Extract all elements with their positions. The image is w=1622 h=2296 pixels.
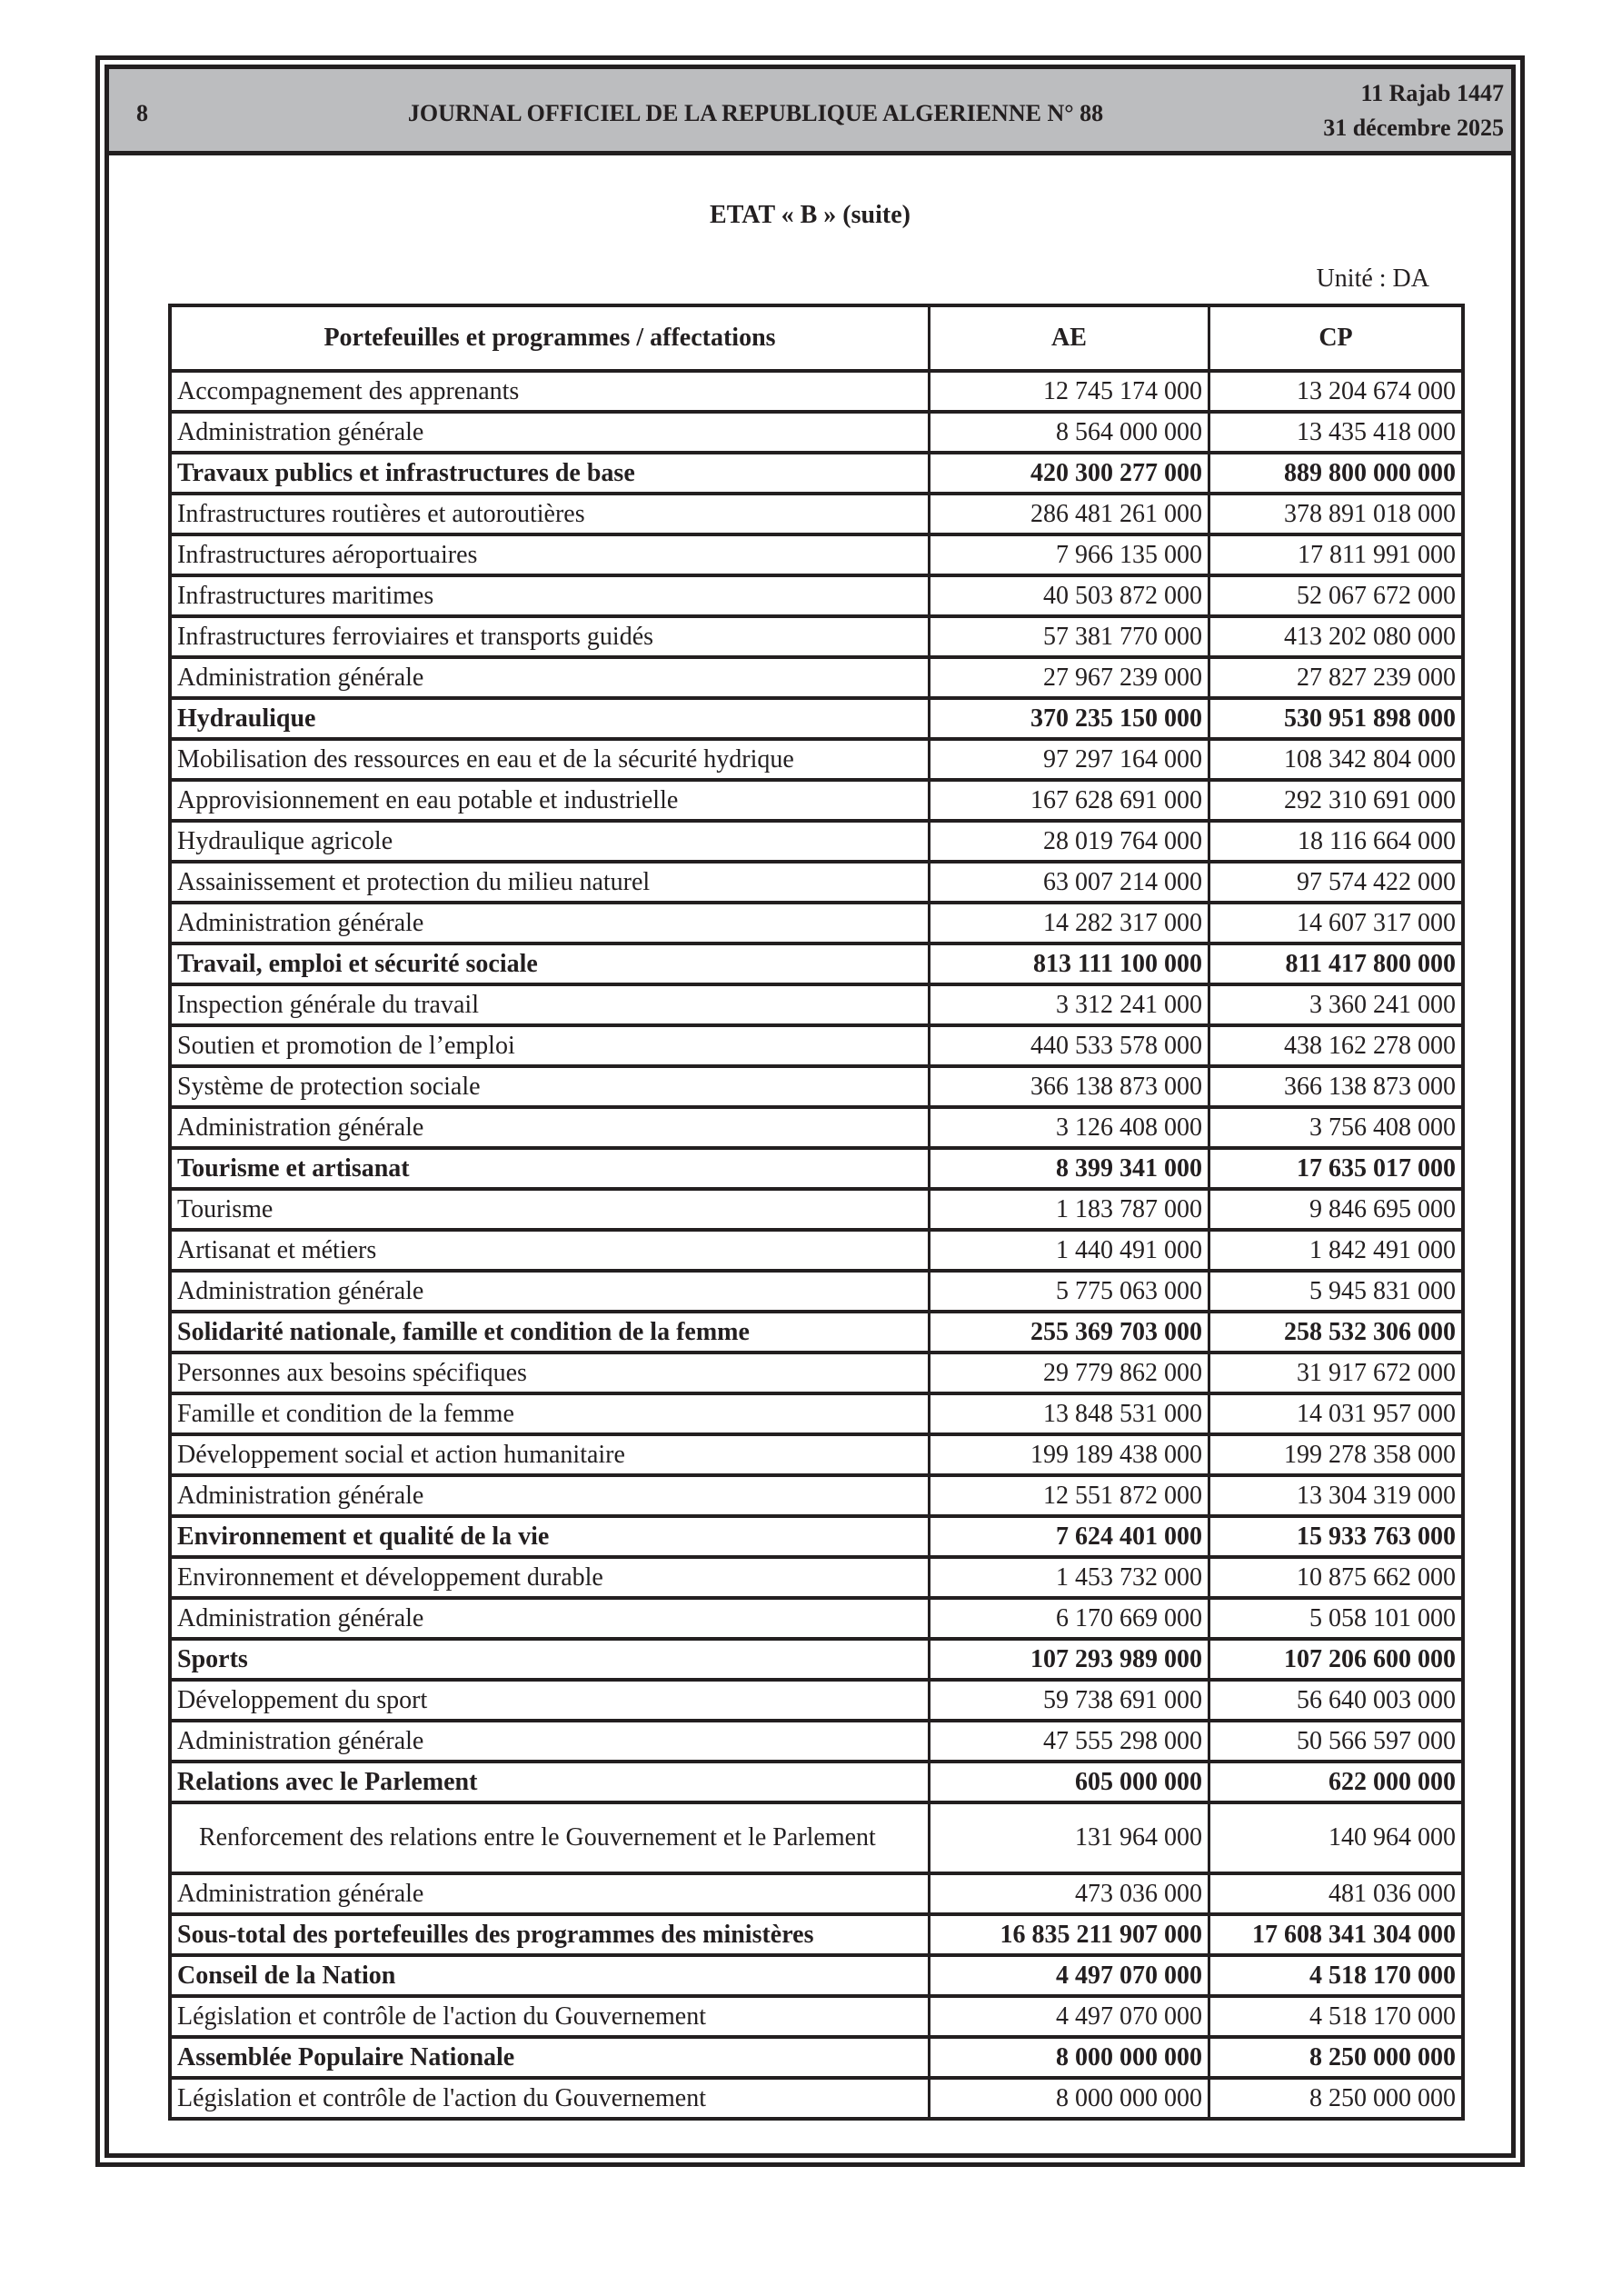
program-row — [170, 1598, 1463, 1639]
portfolio-row — [170, 698, 1463, 739]
row-label: Artisanat et métiers — [170, 1230, 930, 1271]
row-ae-value: 8 000 000 000 — [930, 2037, 1209, 2078]
row-label: Hydraulique — [170, 698, 930, 739]
row-ae-value: 3 126 408 000 — [930, 1107, 1209, 1148]
row-label: Administration générale — [170, 1873, 930, 1914]
row-label: Solidarité nationale, famille et condition de la femme — [170, 1312, 930, 1353]
row-label: Administration générale — [170, 1721, 930, 1762]
program-row — [170, 821, 1463, 862]
row-ae-value: 440 533 578 000 — [930, 1025, 1209, 1066]
program-row — [170, 1107, 1463, 1148]
row-ae-value: 7 624 401 000 — [930, 1516, 1209, 1557]
program-row — [170, 1271, 1463, 1312]
row-label: Infrastructures maritimes — [170, 575, 930, 616]
row-ae-value: 605 000 000 — [930, 1762, 1209, 1802]
row-label: Assainissement et protection du milieu naturel — [170, 862, 930, 903]
row-ae-value: 47 555 298 000 — [930, 1721, 1209, 1762]
program-row — [170, 1996, 1463, 2037]
row-ae-value: 199 189 438 000 — [930, 1434, 1209, 1475]
row-label: Infrastructures aéroportuaires — [170, 534, 930, 575]
row-ae-value: 59 738 691 000 — [930, 1680, 1209, 1721]
row-cp-value: 27 827 239 000 — [1209, 657, 1463, 698]
portfolio-row — [170, 1516, 1463, 1557]
row-label: Administration générale — [170, 1475, 930, 1516]
row-cp-value: 378 891 018 000 — [1209, 494, 1463, 534]
row-label: Sports — [170, 1639, 930, 1680]
program-row — [170, 1393, 1463, 1434]
program-row — [170, 903, 1463, 943]
program-row — [170, 984, 1463, 1025]
row-label: Approvisionnement en eau potable et industrielle — [170, 780, 930, 821]
row-ae-value: 473 036 000 — [930, 1873, 1209, 1914]
row-cp-value: 13 204 674 000 — [1209, 371, 1463, 412]
row-label: Famille et condition de la femme — [170, 1393, 930, 1434]
row-cp-value: 4 518 170 000 — [1209, 1955, 1463, 1996]
row-ae-value: 6 170 669 000 — [930, 1598, 1209, 1639]
row-cp-value: 622 000 000 — [1209, 1762, 1463, 1802]
row-cp-value: 366 138 873 000 — [1209, 1066, 1463, 1107]
program-row — [170, 1557, 1463, 1598]
row-cp-value: 17 608 341 304 000 — [1209, 1914, 1463, 1955]
row-label: Travaux publics et infrastructures de base — [170, 453, 930, 494]
row-ae-value: 8 564 000 000 — [930, 412, 1209, 453]
row-ae-value: 63 007 214 000 — [930, 862, 1209, 903]
column-header-ae: AE — [930, 305, 1209, 371]
row-ae-value: 29 779 862 000 — [930, 1353, 1209, 1393]
budget-table — [168, 304, 1465, 2121]
row-label: Hydraulique agricole — [170, 821, 930, 862]
row-cp-value: 4 518 170 000 — [1209, 1996, 1463, 2037]
row-ae-value: 420 300 277 000 — [930, 453, 1209, 494]
program-row — [170, 1802, 1463, 1873]
row-cp-value: 258 532 306 000 — [1209, 1312, 1463, 1353]
row-ae-value: 12 745 174 000 — [930, 371, 1209, 412]
page-inner-frame — [104, 65, 1516, 2158]
row-cp-value: 530 951 898 000 — [1209, 698, 1463, 739]
row-label: Relations avec le Parlement — [170, 1762, 930, 1802]
row-label: Assemblée Populaire Nationale — [170, 2037, 930, 2078]
row-cp-value: 292 310 691 000 — [1209, 780, 1463, 821]
row-cp-value: 3 756 408 000 — [1209, 1107, 1463, 1148]
journal-header — [109, 69, 1511, 155]
program-row — [170, 1025, 1463, 1066]
program-row — [170, 657, 1463, 698]
row-ae-value: 12 551 872 000 — [930, 1475, 1209, 1516]
program-row — [170, 1230, 1463, 1271]
program-row — [170, 1353, 1463, 1393]
portfolio-row — [170, 943, 1463, 984]
row-ae-value: 40 503 872 000 — [930, 575, 1209, 616]
row-cp-value: 108 342 804 000 — [1209, 739, 1463, 780]
program-row — [170, 494, 1463, 534]
row-label: Infrastructures ferroviaires et transports guidés — [170, 616, 930, 657]
row-ae-value: 3 312 241 000 — [930, 984, 1209, 1025]
row-label: Administration générale — [170, 903, 930, 943]
row-label: Législation et contrôle de l'action du Gouvernement — [170, 2078, 930, 2119]
row-ae-value: 255 369 703 000 — [930, 1312, 1209, 1353]
row-label: Sous-total des portefeuilles des programmes des ministères — [170, 1914, 930, 1955]
row-ae-value: 1 453 732 000 — [930, 1557, 1209, 1598]
row-cp-value: 1 842 491 000 — [1209, 1230, 1463, 1271]
row-label: Conseil de la Nation — [170, 1955, 930, 1996]
row-ae-value: 1 183 787 000 — [930, 1189, 1209, 1230]
table-header-row — [170, 305, 1463, 371]
row-label: Accompagnement des apprenants — [170, 371, 930, 412]
row-ae-value: 7 966 135 000 — [930, 534, 1209, 575]
table-body — [170, 371, 1463, 2119]
row-cp-value: 481 036 000 — [1209, 1873, 1463, 1914]
row-cp-value: 811 417 800 000 — [1209, 943, 1463, 984]
row-label: Environnement et qualité de la vie — [170, 1516, 930, 1557]
row-label: Administration générale — [170, 412, 930, 453]
portfolio-row — [170, 2037, 1463, 2078]
program-row — [170, 1680, 1463, 1721]
row-ae-value: 131 964 000 — [930, 1802, 1209, 1873]
program-row — [170, 1434, 1463, 1475]
row-label: Soutien et promotion de l’emploi — [170, 1025, 930, 1066]
row-cp-value: 413 202 080 000 — [1209, 616, 1463, 657]
issue-date — [1323, 76, 1504, 145]
subtotal-row — [170, 1914, 1463, 1955]
row-ae-value: 4 497 070 000 — [930, 1996, 1209, 2037]
portfolio-row — [170, 1955, 1463, 1996]
row-cp-value: 14 031 957 000 — [1209, 1393, 1463, 1434]
row-cp-value: 17 635 017 000 — [1209, 1148, 1463, 1189]
row-ae-value: 107 293 989 000 — [930, 1639, 1209, 1680]
program-row — [170, 862, 1463, 903]
row-ae-value: 4 497 070 000 — [930, 1955, 1209, 1996]
row-ae-value: 57 381 770 000 — [930, 616, 1209, 657]
row-cp-value: 140 964 000 — [1209, 1802, 1463, 1873]
program-row — [170, 1066, 1463, 1107]
row-ae-value: 8 000 000 000 — [930, 2078, 1209, 2119]
document-title: ETAT « B » (suite) — [710, 201, 911, 229]
journal-title: JOURNAL OFFICIEL DE LA REPUBLIQUE ALGERIENNE N° 88 — [407, 100, 1104, 126]
row-label: Administration générale — [170, 1107, 930, 1148]
program-row — [170, 1721, 1463, 1762]
row-label: Tourisme et artisanat — [170, 1148, 930, 1189]
row-label: Administration générale — [170, 1271, 930, 1312]
row-cp-value: 199 278 358 000 — [1209, 1434, 1463, 1475]
row-label: Mobilisation des ressources en eau et de la sécurité hydrique — [170, 739, 930, 780]
row-label: Inspection générale du travail — [170, 984, 930, 1025]
row-ae-value: 813 111 100 000 — [930, 943, 1209, 984]
row-label: Administration générale — [170, 657, 930, 698]
row-cp-value: 3 360 241 000 — [1209, 984, 1463, 1025]
row-cp-value: 97 574 422 000 — [1209, 862, 1463, 903]
row-ae-value: 27 967 239 000 — [930, 657, 1209, 698]
row-cp-value: 15 933 763 000 — [1209, 1516, 1463, 1557]
program-row — [170, 412, 1463, 453]
row-ae-value: 16 835 211 907 000 — [930, 1914, 1209, 1955]
column-header-cp: CP — [1209, 305, 1463, 371]
portfolio-row — [170, 1312, 1463, 1353]
program-row — [170, 575, 1463, 616]
row-label: Infrastructures routières et autoroutières — [170, 494, 930, 534]
row-cp-value: 8 250 000 000 — [1209, 2037, 1463, 2078]
row-cp-value: 5 058 101 000 — [1209, 1598, 1463, 1639]
row-ae-value: 5 775 063 000 — [930, 1271, 1209, 1312]
row-cp-value: 50 566 597 000 — [1209, 1721, 1463, 1762]
row-cp-value: 8 250 000 000 — [1209, 2078, 1463, 2119]
row-label: Législation et contrôle de l'action du Gouvernement — [170, 1996, 930, 2037]
row-ae-value: 14 282 317 000 — [930, 903, 1209, 943]
row-label: Travail, emploi et sécurité sociale — [170, 943, 930, 984]
row-label: Développement du sport — [170, 1680, 930, 1721]
row-ae-value: 167 628 691 000 — [930, 780, 1209, 821]
row-cp-value: 889 800 000 000 — [1209, 453, 1463, 494]
column-header-label: Portefeuilles et programmes / affectations — [170, 305, 930, 371]
portfolio-row — [170, 1762, 1463, 1802]
portfolio-row — [170, 453, 1463, 494]
row-label: Personnes aux besoins spécifiques — [170, 1353, 930, 1393]
row-cp-value: 31 917 672 000 — [1209, 1353, 1463, 1393]
row-ae-value: 13 848 531 000 — [930, 1393, 1209, 1434]
row-ae-value: 370 235 150 000 — [930, 698, 1209, 739]
program-row — [170, 534, 1463, 575]
row-label: Tourisme — [170, 1189, 930, 1230]
portfolio-row — [170, 1148, 1463, 1189]
row-cp-value: 13 435 418 000 — [1209, 412, 1463, 453]
program-row — [170, 1475, 1463, 1516]
row-label: Administration générale — [170, 1598, 930, 1639]
date-gregorian: 31 décembre 2025 — [1323, 115, 1504, 141]
row-label: Renforcement des relations entre le Gouvernement et le Parlement — [170, 1802, 930, 1873]
program-row — [170, 1189, 1463, 1230]
row-cp-value: 14 607 317 000 — [1209, 903, 1463, 943]
row-ae-value: 286 481 261 000 — [930, 494, 1209, 534]
portfolio-row — [170, 1639, 1463, 1680]
row-ae-value: 97 297 164 000 — [930, 739, 1209, 780]
row-label: Environnement et développement durable — [170, 1557, 930, 1598]
program-row — [170, 780, 1463, 821]
page-number: 8 — [136, 100, 148, 126]
row-cp-value: 17 811 991 000 — [1209, 534, 1463, 575]
program-row — [170, 616, 1463, 657]
row-cp-value: 10 875 662 000 — [1209, 1557, 1463, 1598]
row-ae-value: 1 440 491 000 — [930, 1230, 1209, 1271]
page-frame — [95, 55, 1525, 2167]
date-hijri: 11 Rajab 1447 — [1360, 80, 1504, 106]
row-cp-value: 18 116 664 000 — [1209, 821, 1463, 862]
unit-label: Unité : DA — [1316, 265, 1429, 293]
row-cp-value: 438 162 278 000 — [1209, 1025, 1463, 1066]
row-ae-value: 366 138 873 000 — [930, 1066, 1209, 1107]
row-label: Développement social et action humanitaire — [170, 1434, 930, 1475]
row-ae-value: 8 399 341 000 — [930, 1148, 1209, 1189]
row-ae-value: 28 019 764 000 — [930, 821, 1209, 862]
row-cp-value: 56 640 003 000 — [1209, 1680, 1463, 1721]
program-row — [170, 1873, 1463, 1914]
row-cp-value: 5 945 831 000 — [1209, 1271, 1463, 1312]
row-cp-value: 13 304 319 000 — [1209, 1475, 1463, 1516]
row-label: Système de protection sociale — [170, 1066, 930, 1107]
row-cp-value: 9 846 695 000 — [1209, 1189, 1463, 1230]
program-row — [170, 2078, 1463, 2119]
program-row — [170, 371, 1463, 412]
row-cp-value: 52 067 672 000 — [1209, 575, 1463, 616]
program-row — [170, 739, 1463, 780]
row-cp-value: 107 206 600 000 — [1209, 1639, 1463, 1680]
